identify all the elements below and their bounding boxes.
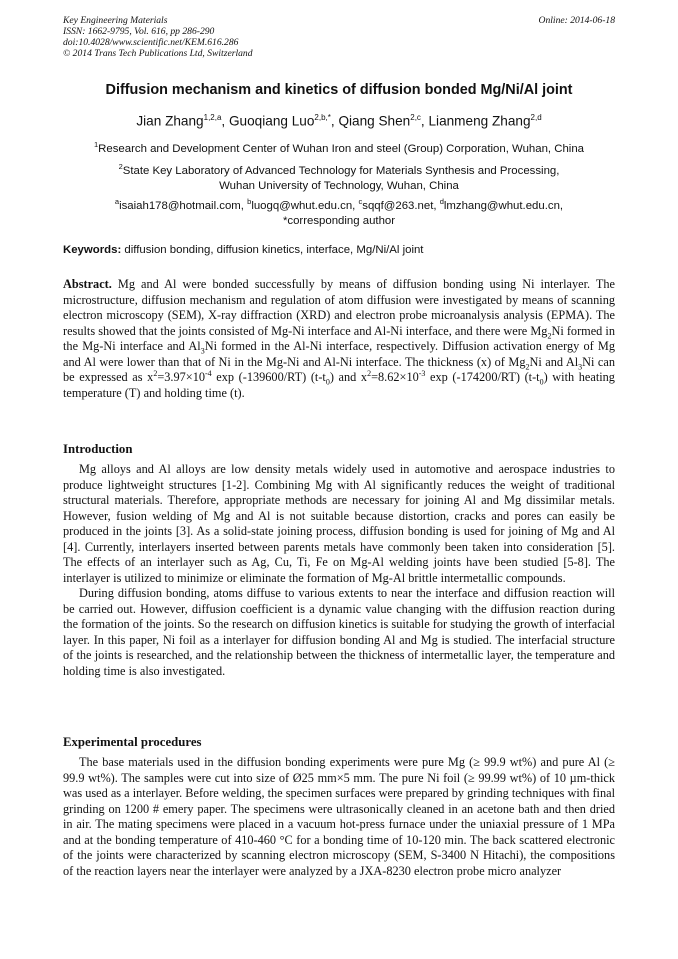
- author-name: Qiang Shen: [338, 113, 411, 129]
- email-sup: a: [114, 197, 120, 206]
- aff-text: Research and Development Center of Wuhan Iron and steel (Group) Corporation, Wuhan, China: [98, 142, 585, 155]
- paragraph: The base materials used in the diffusion bonding experiments were pure Mg (≥ 99.9 wt%) and pure Al (≥ 99.9 wt%). The samples were cut into size of Ø25 mm×5 mm. The pure Ni foil (≥ 99.99 wt%) of 10 µm-thick was used as a interlayer. Before welding, the specimen surfaces were prepared by grinding techniques with final grinding on 1200 # emery paper. The specimens were ultrasonically cleaned in an acetone bath and then dried in air. The mating specimens were placed in a vacuum hot-press furnace under the uniaxial pressure of 1 MPa and at the bonding temperature of 410-460 °C for a bonding time of 10-120 min. The back scattered electronic of the joints were characterized by scanning electron microscopy (SEM, S-3400 N Hitachi), the compositions of the reaction layers near the interlayer were analyzed by a JXA-8230 electron probe micro analyzer: [63, 755, 615, 878]
- abstract-text: Ni and Al: [529, 354, 579, 369]
- email-sup: b: [247, 197, 252, 206]
- abstract-text: ) with heating temperature (T) and holding time (t).: [63, 370, 615, 400]
- email-b[interactable]: luogq@whut.edu.cn,: [251, 199, 356, 212]
- section-heading-introduction: Introduction: [63, 442, 133, 456]
- abstract-text: exp (-174200/RT) (t-t: [425, 370, 540, 384]
- email-block: [0, 194, 678, 229]
- author-list: Jian Zhang$^{1,2,a}$, Guoqiang Luo$^{2,b,*}$, Qiang Shen$^{2,c}$, Lianmeng Zhang$^{2,d}$: [136, 113, 542, 129]
- corresponding-author: *corresponding author: [282, 214, 396, 227]
- author-sup: 1,2,a: [203, 113, 222, 122]
- aff-text: State Key Laboratory of Advanced Technology for Materials Synthesis and Processing,: [122, 164, 560, 177]
- author-sup: 2,c: [410, 113, 421, 122]
- affiliation-1: [0, 137, 678, 157]
- email-sup: c: [358, 197, 363, 206]
- abstract-label: Abstract.: [63, 277, 112, 291]
- abstract-text: Mg and Al were bonded successfully by means of diffusion bonding using Ni interlayer. The microstructure, diffusion mechanism and regulation of atom diffusion were investigated by means of scanning electron microscopy (SEM), X-ray diffraction (XRD) and electron probe microanalysis analysis (EPMA). The results showed that the joints consisted of Mg-Ni interface and Al-Ni interface, and there were Mg: [63, 277, 616, 338]
- email-d[interactable]: lmzhang@whut.edu.cn,: [443, 199, 564, 212]
- aff-sup: 1: [93, 140, 99, 149]
- author-sup: 2,d: [530, 113, 542, 122]
- author-name: Lianmeng Zhang: [428, 113, 531, 129]
- aff-text-line2: Wuhan University of Technology, Wuhan, China: [219, 179, 459, 192]
- journal-name: Key Engineering Materials: [63, 15, 168, 26]
- section-heading-experimental: Experimental procedures: [63, 735, 202, 749]
- keywords-label: Keywords:: [63, 244, 122, 256]
- email-c[interactable]: sqqf@263.net,: [362, 199, 437, 212]
- author-name: Jian Zhang: [136, 113, 204, 129]
- journal-copyright: © 2014 Trans Tech Publications Ltd, Switzerland: [63, 48, 253, 59]
- affiliation-2: [0, 159, 678, 194]
- email-sup: d: [439, 197, 444, 206]
- abstract-text: ) and x: [329, 370, 368, 384]
- abstract-text: =8.62×10: [371, 370, 419, 384]
- journal-header: [63, 15, 253, 59]
- abstract-text: Ni formed in the Mg-Ni interface and Al: [63, 323, 615, 353]
- paragraph: During diffusion bonding, atoms diffuse to various extents to near the interface and diffusion reaction will be carried out. However, diffusion coefficient is a dynamic value changing with the diffusion reaction during the formation of the joints. So the research on diffusion kinetics is suitable for studying the growth of interfacial layer. In this paper, Ni foil as a interlayer for diffusion bonding Al and Mg is studied. The interfacial structure of the joints is researched, and the relationship between the thickness of intermetallic layer, the temperature and holding time is also investigated.: [63, 586, 615, 678]
- abstract-text: exp (-139600/RT) (t-t: [211, 370, 326, 384]
- paragraph: Mg alloys and Al alloys are low density metals widely used in automotive and aerospace industries to produce lightweight structures [1-2]. Combining Mg with Al significantly reduces the weight of traditional structural materials. Therefore, appropriate methods are necessary for joining Al and Mg dissimilar metals. However, fusion welding of Mg and Al is not suitable because distortion, cracks and pores can easily be produced in the joints [3]. As a solid-state joining process, diffusion bonding is used for joining of Mg and Al [4]. Currently, interlayers inserted between parents metals have commonly been taken into consideration [5]. The effects of an interlayer such as Ag, Cu, Ti, Fe on Mg-Al welding joints have been studied [5-8]. The interlayer is utilized to minimize or eliminate the formation of Mg-Al brittle intermetallic compounds.: [63, 462, 615, 585]
- abstract-text: Ni can be expressed as x: [63, 354, 615, 384]
- abstract-text: =3.97×10: [157, 370, 205, 384]
- experimental-body: [63, 755, 615, 879]
- journal-issn: ISSN: 1662-9795, Vol. 616, pp 286-290: [63, 26, 215, 37]
- author-sup: 2,b,*: [314, 113, 331, 122]
- journal-doi: doi:10.4028/www.scientific.net/KEM.616.286: [63, 37, 239, 48]
- keywords-text: diffusion bonding, diffusion kinetics, interface, Mg/Ni/Al joint: [124, 244, 424, 256]
- paper-title: Diffusion mechanism and kinetics of diffusion bonded Mg/Ni/Al joint: [105, 82, 573, 98]
- email-a[interactable]: isaiah178@hotmail.com,: [119, 199, 244, 212]
- abstract-text: Ni formed in the Al-Ni interface, respectively. Diffusion activation energy of Mg and Al were lower than that of Ni in the Mg-Ni and Al-Ni interface. The thickness (x) of Mg: [63, 339, 616, 369]
- introduction-body: [63, 462, 615, 679]
- online-date: Online: 2014-06-18: [538, 15, 615, 26]
- abstract: Abstract. Mg and Al were bonded successfully by means of diffusion bonding using Ni interlayer. The microstructure, diffusion mechanism and regulation of atom diffusion were investigated by means of scanning electron microscopy (SEM), X-ray diffraction (XRD) and electron probe microanalysis analysis (EPMA). The results showed that the joints consisted of Mg-Ni interface and Al-Ni interface, and there were $Mg_2Ni$ formed in the Mg-Ni interface and $Al_3Ni$ formed in the Al-Ni interface, respectively. Diffusion activation energy of Mg and Al were lower than that of Ni in the Mg-Ni and Al-Ni interface. The thickness (x) of $Mg_2Ni$ and $Al_3Ni$ can be expressed as $x^2=3.97\times 10^{-4}$ exp (-139600/RT) $(t-t_0)$ and $x^2=8.62\times 10^{-3}$ exp (-174200/RT) $(t-t_0)$ with heating temperature (T) and holding time (t).: [63, 277, 616, 400]
- keywords: [63, 244, 423, 256]
- aff-sup: 2: [118, 162, 123, 171]
- author-name: Guoqiang Luo: [228, 113, 315, 129]
